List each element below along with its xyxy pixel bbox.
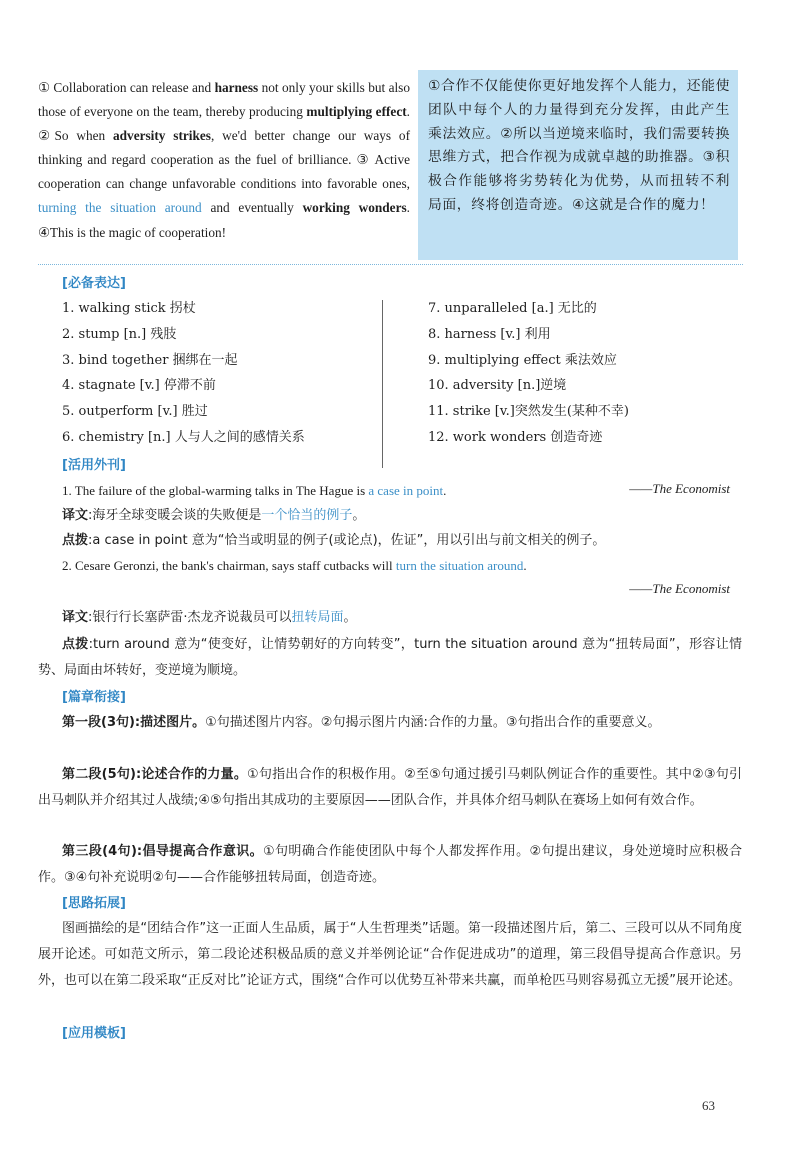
section-paragraph-linking: [篇章衔接] [62, 690, 126, 705]
paragraph-text: ①句明确合作能使团队中每个人都发挥作用。②句提出建议，身处逆境时应积极合作。③④句补充说明②句——合作能够扭转局面，创造奇迹。 [38, 844, 742, 885]
vocab-item: 3. bind together 捆绑在一起 [62, 352, 238, 368]
paragraph-label: 第二段(5句):论述合作的力量。 [62, 767, 248, 782]
bold-phrase: adversity strikes [113, 128, 211, 144]
vocab-item: 5. outperform [v.] 胜过 [62, 404, 208, 420]
translation-text: :银行行长塞萨雷·杰龙齐说裁员可以 [88, 610, 292, 625]
passage-text: and eventually [201, 200, 303, 216]
vocab-item: 10. adversity [n.]逆境 [428, 378, 567, 394]
thinking-text: 图画描绘的是“团结合作”这一正面人生品质，属于“人生哲理类”话题。第一段描述图片后，第二、三段可以从不同角度展开论述。可如范文所示，第二段论述积极品质的意义并举例论证“合作促进成功”的道理，第三段倡导提高合作意识。另外，也可以在第二段采取“正反对比”论证方式，围绕“合作可以优势互补带来共赢，而单枪匹马则容易孤立无援”展开论述。 [38, 921, 742, 988]
highlight-phrase: turning the situation around [38, 200, 202, 216]
magazine-example-2 [62, 553, 742, 578]
passage-text: , we'd better change our ways of thinking and regard cooperation as the fuel of brilliance. ③ Active cooperation can change unfavorable conditions into favorable ones, [38, 128, 410, 192]
translation-2 [62, 605, 742, 631]
section-thinking-expansion: [思路拓展] [62, 896, 126, 911]
highlight-phrase: a case in point [368, 483, 444, 498]
paragraph-label: 第一段(3句):描述图片。 [62, 715, 206, 730]
translation-text: :海牙全球变暖会谈的失败便是 [88, 508, 262, 523]
vocab-list-right [428, 296, 629, 451]
vocab-item: 6. chemistry [n.] 人与人之间的感情关系 [62, 429, 305, 445]
paragraph-3-summary [38, 839, 742, 891]
translation-end: 。 [352, 508, 366, 523]
translation-label: 译文 [62, 610, 89, 625]
dotted-divider [38, 264, 743, 265]
magazine-example-1 [62, 478, 662, 503]
translation-end: 。 [343, 610, 357, 625]
vocab-item: 1. walking stick 拐杖 [62, 301, 196, 316]
source-citation: ——The Economist [629, 481, 730, 496]
english-passage [38, 76, 410, 245]
section-magazine-usage: [活用外刊] [62, 458, 126, 473]
translation-label: 译文 [62, 508, 89, 523]
note-text: :turn around 意为“使变好，让情势朝好的方向转变”，turn the situation around 意为“扭转局面”，形容让情势、局面由坏转好，变逆境为顺境。 [38, 637, 742, 678]
bold-phrase: multiplying effect [306, 104, 407, 120]
paragraph-text: ①句描述图片内容。②句揭示图片内涵:合作的力量。③句指出合作的重要意义。 [205, 715, 661, 730]
paragraph-text: ①句指出合作的积极作用。②至⑤句通过援引马刺队例证合作的重要性。其中②③句引出马刺队并介绍其过人战绩;④⑤句指出其成功的主要原因——团队合作，并具体介绍马刺队在赛场上如何有效合作。 [38, 767, 742, 808]
note-text: :a case in point 意为“恰当或明显的例子(或论点)，佐证”，用以引出与前文相关的例子。 [88, 533, 606, 548]
passage-text: . ②So when [38, 104, 410, 144]
note-1 [62, 528, 742, 554]
paragraph-label: 第三段(4句):倡导提高合作意识。 [62, 844, 263, 859]
vocab-item: 2. stump [n.] 残肢 [62, 326, 177, 342]
passage-text: . ④This is the magic of cooperation! [38, 200, 410, 240]
paragraph-1-summary [38, 710, 742, 736]
translation-1 [62, 503, 742, 529]
section-application-template: [应用模板] [62, 1026, 126, 1041]
note-label: 点拨 [62, 533, 89, 548]
page-number: 63 [702, 1098, 715, 1113]
passage-text: not only your skills but also those of everyone on the team, thereby producing [38, 80, 410, 120]
vocab-item: 9. multiplying effect 乘法效应 [428, 352, 617, 368]
vocab-item: 12. work wonders 创造奇迹 [428, 429, 603, 445]
source-citation: ——The Economist [629, 581, 730, 596]
bold-phrase: working wonders [302, 200, 407, 216]
chinese-translation-text: ①合作不仅能使你更好地发挥个人能力，还能使团队中每个人的力量得到充分发挥，由此产生乘法效应。②所以当逆境来临时，我们需要转换思维方式，把合作视为成就卓越的助推器。③积极合作能够将劣势转化为优势，从而扭转不利局面，终将创造奇迹。④这就是合作的魔力！ [428, 78, 730, 213]
note-2 [38, 632, 742, 684]
section-essential-expressions: [必备表达] [62, 276, 126, 291]
paragraph-2-summary [38, 762, 742, 814]
bold-phrase: harness [214, 80, 259, 95]
example-text: 2. Cesare Geronzi, the bank's chairman, says staff cutbacks will [62, 558, 396, 573]
passage-text: ① Collaboration can release and [38, 80, 215, 95]
example-text-end: . [523, 558, 527, 573]
vocab-list-left [62, 296, 305, 451]
example-text-end: . [443, 483, 447, 498]
column-divider [382, 300, 383, 468]
vocab-item: 4. stagnate [v.] 停滞不前 [62, 378, 216, 394]
highlight-phrase: turn the situation around [395, 558, 524, 573]
vocab-item: 7. unparalleled [a.] 无比的 [428, 301, 597, 316]
highlight-phrase: 扭转局面 [291, 610, 344, 625]
example-text: 1. The failure of the global-warming talks in The Hague is [62, 483, 369, 498]
vocab-item: 8. harness [v.] 利用 [428, 326, 551, 342]
note-label: 点拨 [62, 637, 89, 652]
chinese-translation-box [418, 70, 738, 260]
highlight-phrase: 一个恰当的例子 [261, 508, 353, 523]
vocab-item: 11. strike [v.]突然发生(某种不幸) [428, 404, 629, 420]
